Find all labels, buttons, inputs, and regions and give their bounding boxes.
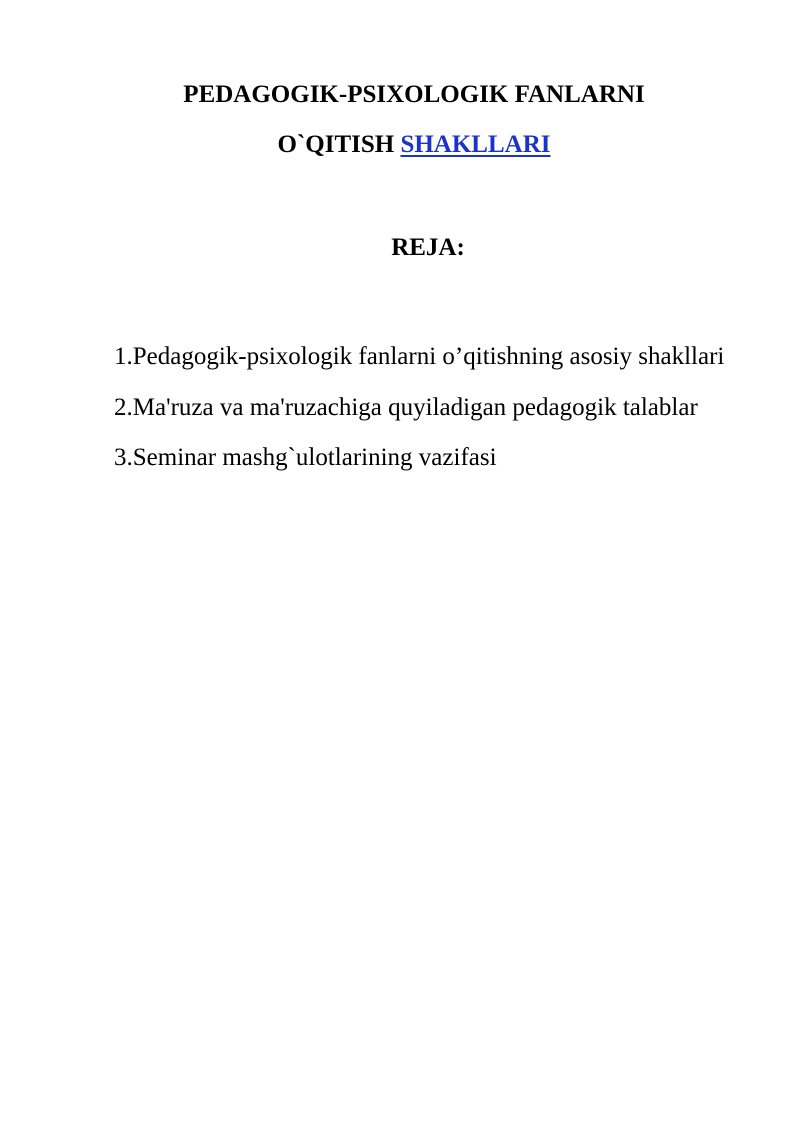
plan-item-2: 2.Ma'ruza va ma'ruzachiga quyiladigan pedagogik talablar <box>114 393 698 421</box>
document-title-line-1: PEDAGOGIK-PSIXOLOGIK FANLARNI <box>183 81 645 108</box>
title-prefix: O`QITISH <box>277 131 395 158</box>
plan-item-3: 3.Seminar mashg`ulotlarining vazifasi <box>114 444 497 471</box>
plan-list <box>114 332 742 484</box>
plan-item-1: 1.Pedagogik-psixologik fanlarni o’qitishning asosiy shakllari <box>114 343 725 370</box>
title-hyperlink[interactable]: SHAKLLARI <box>400 131 551 158</box>
document-title-line-2 <box>0 130 800 160</box>
plan-heading: REJA: <box>391 234 465 261</box>
